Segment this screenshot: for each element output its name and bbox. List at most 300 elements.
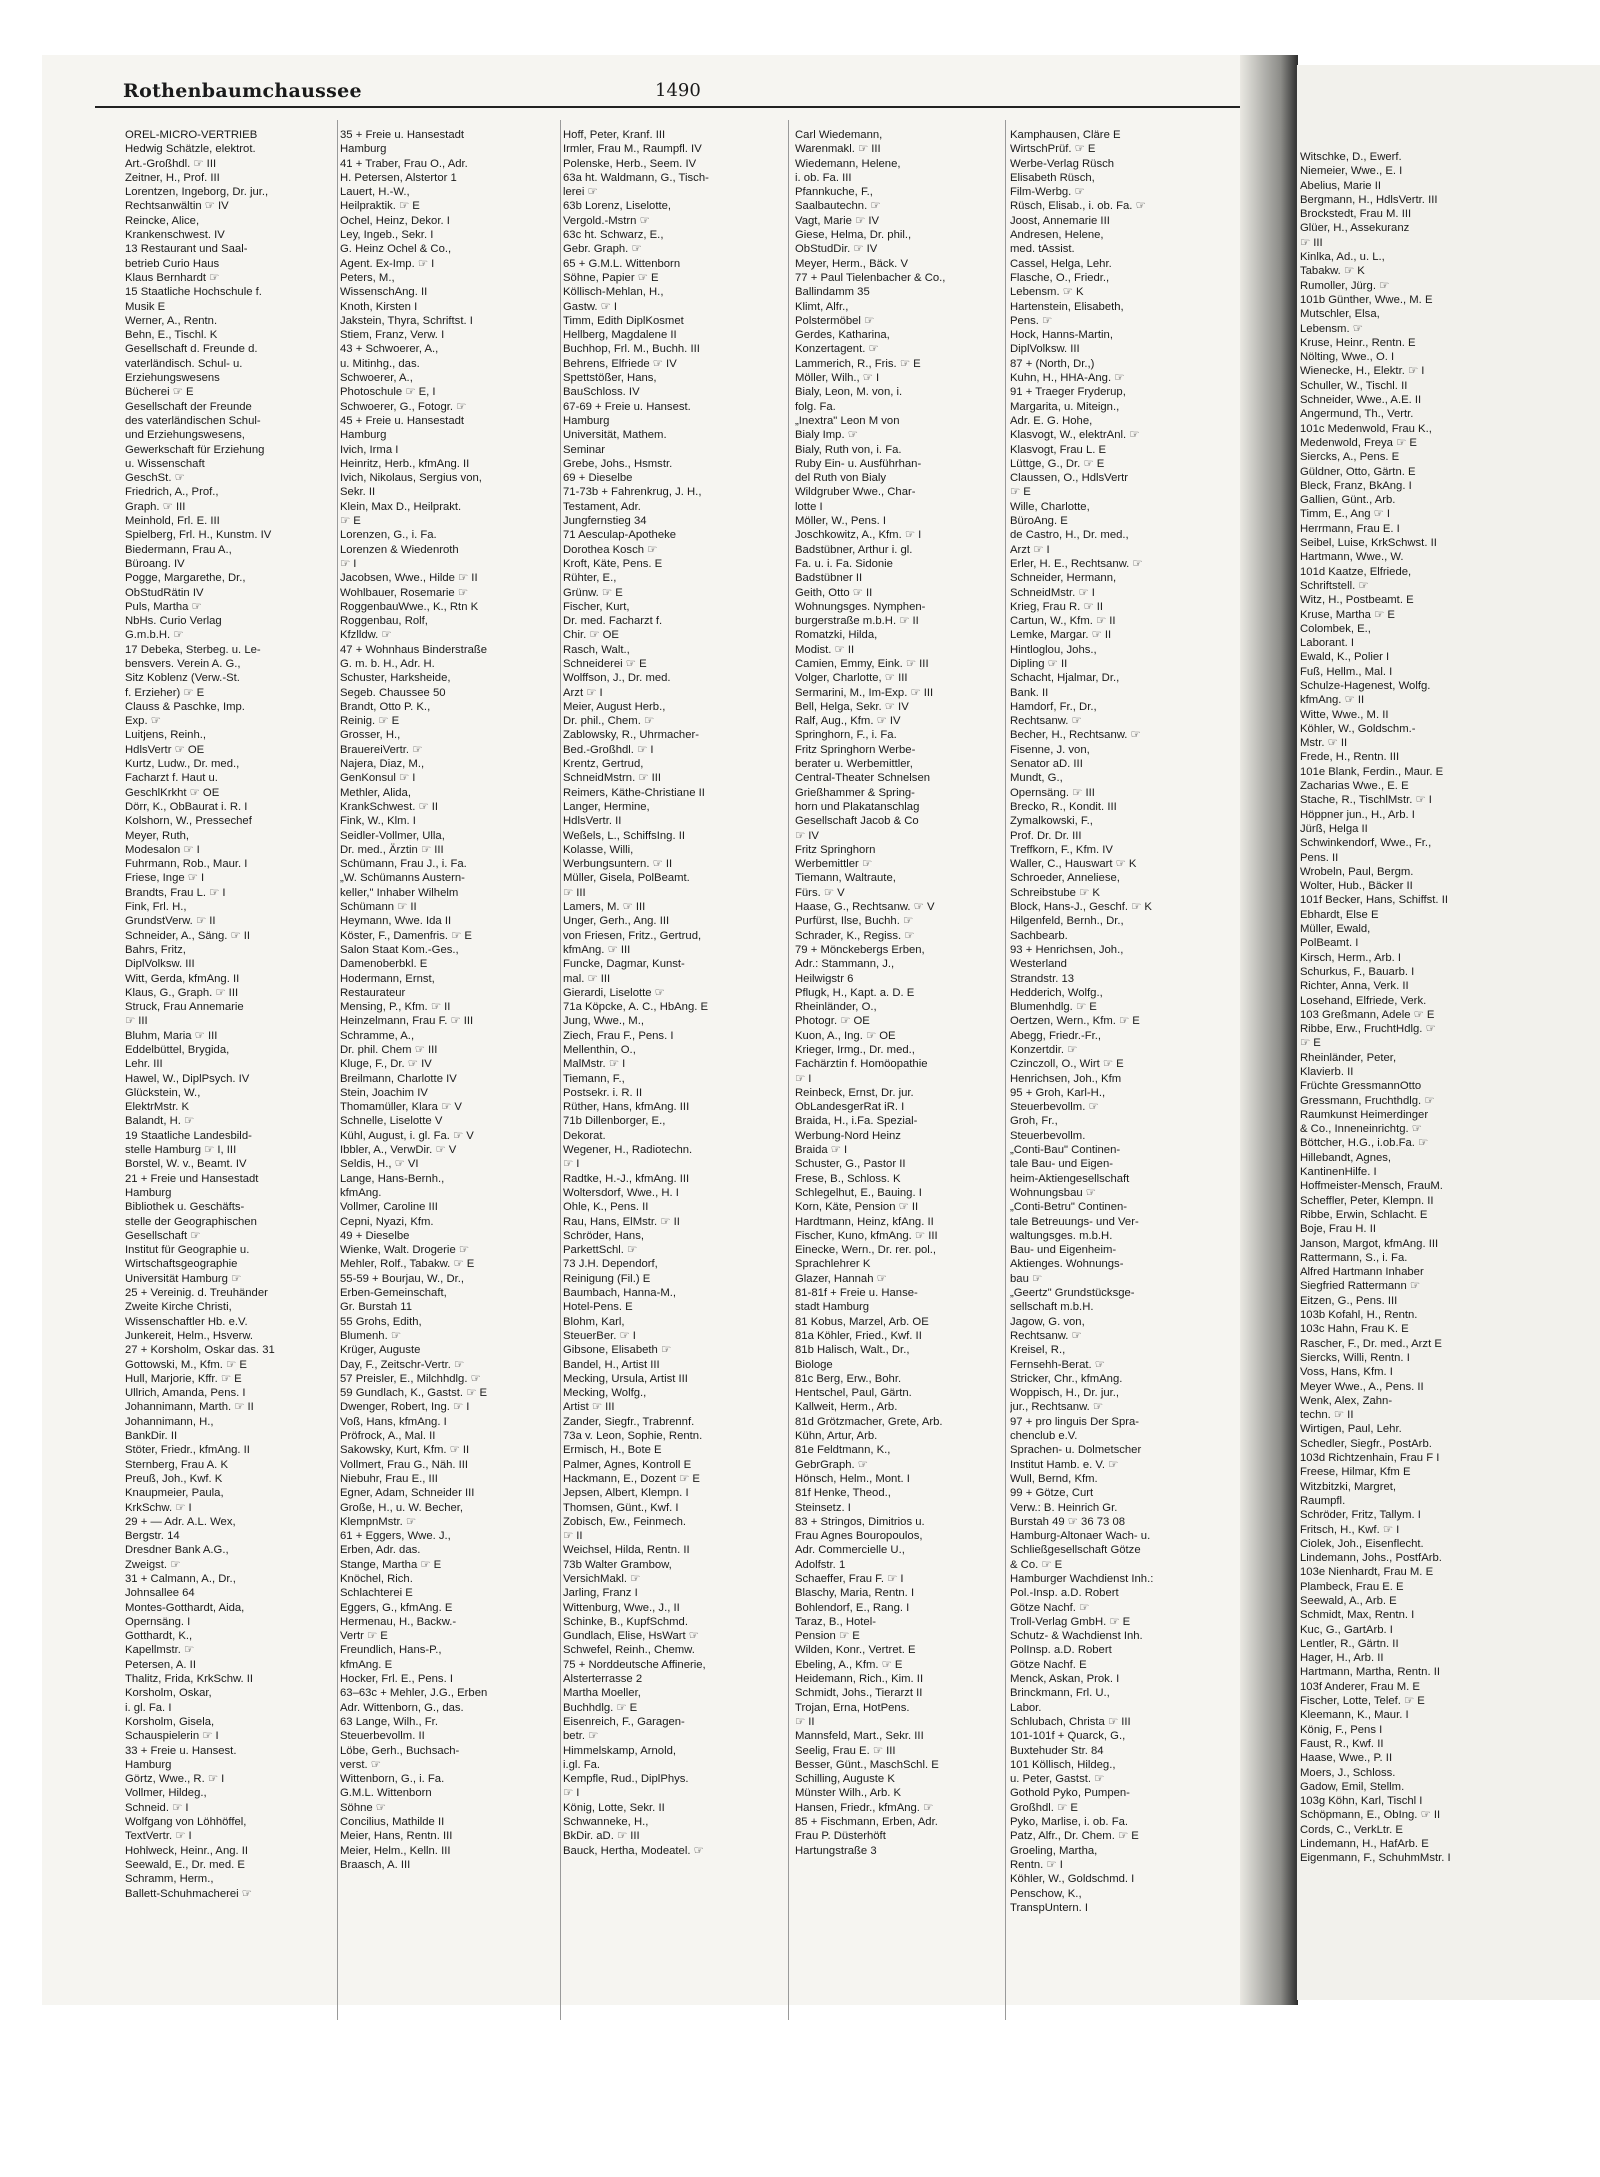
directory-entry-line: Fritz Springhorn [795,843,876,856]
directory-entry-line: Photoschule ☞ E, I [340,386,436,399]
directory-entry-line: Meyer, Herm., Bäck. V [795,257,908,270]
directory-entry-line: Hartenstein, Elisabeth, [1010,300,1124,313]
directory-entry-line: Voss, Hans, Kfm. I [1300,1366,1393,1379]
directory-entry-line: Mensing, P., Kfm. ☞ II [340,1001,451,1014]
directory-entry-line: Zymalkowski, F., [1010,815,1093,828]
directory-entry-line: Kurtz, Ludw., Dr. med., [125,758,240,771]
directory-entry-line: Zander, Siegfr., Trabrennf. [563,1415,695,1428]
directory-entry-line: Schedler, Siegfr., PostArb. [1300,1437,1432,1450]
directory-entry-line: i. gl. Fa. I [125,1701,172,1714]
directory-entry-line: Hackmann, E., Dozent ☞ E [563,1472,700,1485]
directory-entry-line: 77 + Paul Tielenbacher & Co., [795,271,946,284]
directory-entry-line: kfmAng. E [340,1658,393,1671]
directory-entry-line: Petersen, A. II [125,1658,196,1671]
directory-entry-line: Musik E [125,300,166,313]
directory-column-3 [563,128,783,1858]
directory-entry-line: techn. ☞ II [1300,1409,1354,1422]
directory-entry-line: f. Erzieher) ☞ E [125,686,205,699]
directory-entry-line: Salon Staat Kom.-Ges., [340,943,459,956]
directory-entry-line: Fisenne, J. von, [1010,743,1090,756]
directory-entry-line: 81d Grötzmacher, Grete, Arb. [795,1415,943,1428]
directory-entry-line: Werner, A., Rentn. [125,314,218,327]
directory-entry-line: Konzertagent. ☞ [795,343,879,356]
directory-entry-line: u. Mitinhg., das. [340,357,420,370]
directory-entry-line: Puls, Martha ☞ [125,600,202,613]
directory-entry-line: Colombek, E., [1300,622,1371,635]
directory-entry-line: Schnelle, Liselotte V [340,1115,443,1128]
directory-entry-line: Werbe-Verlag Rüsch [1010,157,1115,170]
directory-entry-line: Ivich, Nikolaus, Sergius von, [340,472,482,485]
directory-entry-line: Bialy, Ruth von, i. Fa. [795,443,902,456]
directory-entry-line: waltungsges. m.b.H. [1010,1229,1113,1242]
directory-entry-line: GeschSt. ☞ [125,472,185,485]
directory-entry-line: Knaupmeier, Paula, [125,1487,224,1500]
directory-entry-line: Hodermann, Ernst, [340,972,435,985]
directory-entry-line: Camien, Emmy, Eink. ☞ III [795,657,929,670]
directory-entry-line: Gerdes, Katharina, [795,329,890,342]
directory-entry-line: Rattermann, S., i. Fa. [1300,1251,1408,1264]
directory-entry-line: Köhler, W., Goldschmd. I [1010,1873,1135,1886]
directory-entry-line: Fa. u. i. Fa. Sidonie [795,557,893,570]
directory-entry-line: Badstübner, Arthur i. gl. [795,543,913,556]
directory-entry-line: Burstah 49 ☞ 36 73 08 [1010,1515,1126,1528]
directory-entry-line: TranspUntern. I [1010,1901,1089,1914]
directory-entry-line: Wohlbauer, Rosemarie ☞ [340,586,468,599]
directory-entry-line: SteuerBer. ☞ I [563,1329,636,1342]
directory-entry-line: Arzt ☞ I [563,686,603,699]
directory-entry-line: Bialy, Leon, M. von, i. [795,386,903,399]
directory-entry-line: ObLandesgerRat iR. I [795,1101,905,1114]
directory-entry-line: Adr. E. G. Hohe, [1010,414,1093,427]
directory-entry-line: Fachärztin f. Homöopathie [795,1058,928,1071]
directory-entry-line: Institut für Geographie u. [125,1244,250,1257]
directory-entry-line: Schuster, G., Pastor II [795,1158,906,1171]
directory-entry-line: GenKonsul ☞ I [340,772,416,785]
directory-entry-line: Blohm, Karl, [563,1315,625,1328]
directory-entry-line: GeschlKrkht ☞ OE [125,786,220,799]
directory-entry-line: Einecke, Wern., Dr. rer. pol., [795,1244,937,1257]
directory-entry-line: Grießhammer & Spring- [795,786,915,799]
directory-entry-line: Sprachen- u. Dolmetscher [1010,1444,1142,1457]
directory-entry-line: & Co., Inneneinrichtg. ☞ [1300,1123,1422,1136]
directory-entry-line: burgerstraße m.b.H. ☞ II [795,615,919,628]
directory-entry-line: 19 Staatliche Landesbild- [125,1129,252,1142]
directory-entry-line: Ebeling, A., Kfm. ☞ E [795,1658,903,1671]
directory-entry-line: Kirsch, Herm., Arb. I [1300,951,1402,964]
directory-entry-line: Eddelbüttel, Brygida, [125,1044,230,1056]
directory-entry-line: Joschkowitz, A., Kfm. ☞ I [795,529,922,542]
directory-entry-line: Wienke, Walt. Drogerie ☞ [340,1244,469,1257]
directory-entry-line: Friedrich, A., Prof., [125,486,219,499]
directory-entry-line: Dekorat. [563,1129,606,1142]
directory-entry-line: Biedermann, Frau A., [125,543,232,556]
directory-entry-line: keller," Inhaber Wilhelm [340,886,459,899]
directory-entry-line: Ciolek, Joh., Eisenflecht. [1300,1537,1424,1550]
directory-entry-line: VersichMakl. ☞ [563,1572,641,1585]
directory-entry-line: Schacht, Hjalmar, Dr., [1010,672,1120,685]
directory-entry-line: Graph. ☞ III [125,500,186,513]
directory-entry-line: Kallweit, Herm., Arb. [795,1401,898,1414]
directory-entry-line: Gottowski, M., Kfm. ☞ E [125,1358,247,1371]
directory-entry-line: Glückstein, W., [125,1086,201,1099]
directory-entry-line: Institut Hamb. e. V. ☞ [1010,1458,1119,1471]
directory-entry-line: Bed.-Großhdl. ☞ I [563,743,654,756]
directory-entry-line: Siercks, A., Pens. E [1300,451,1400,464]
directory-entry-line: Hedwig Schätzle, elektrot. [125,143,256,156]
directory-entry-line: berater u. Werbemittler, [795,758,913,771]
directory-entry-line: Wildgruber Wwe., Char- [795,486,916,499]
directory-entry-line: Kroft, Käte, Pens. E [563,557,663,570]
directory-column-1 [125,128,335,1901]
directory-entry-line: Bleck, Franz, BkAng. I [1300,479,1412,492]
directory-entry-line: Lemke, Margar. ☞ II [1010,629,1112,642]
directory-entry-line: Pension ☞ E [795,1630,860,1643]
directory-entry-line: Ley, Ingeb., Sekr. I [340,229,434,242]
directory-entry-line: Lamers, M. ☞ III [563,901,646,914]
directory-entry-line: ☞ I [795,1072,812,1085]
directory-entry-line: Haase, G., Rechtsanw. ☞ V [795,901,935,914]
directory-entry-line: Knöchel, Rich. [340,1572,413,1585]
directory-entry-line: Lehr. III [125,1058,163,1071]
directory-entry-line: Behrens, Elfriede ☞ IV [563,357,677,370]
directory-entry-line: Lebensm. ☞ [1300,322,1363,335]
directory-entry-line: Grosser, H., [340,729,401,742]
directory-entry-line: Pogge, Margarethe, Dr., [125,572,246,585]
directory-entry-line: ☞ III [1300,236,1323,249]
directory-entry-line: Löbe, Gerh., Buchsach- [340,1744,460,1757]
directory-entry-line: Gr. Burstah 11 [340,1301,413,1314]
directory-entry-line: Schramme, A., [340,1029,415,1042]
directory-entry-line: Bohlendorf, E., Rang. I [795,1601,910,1614]
directory-entry-line: 63b Lorenz, Liselotte, [563,200,672,213]
directory-entry-line: Müller, Ewald, [1300,923,1371,936]
directory-entry-line: Reimers, Käthe-Christiane II [563,786,705,799]
directory-entry-line: ☞ I [563,1158,580,1171]
directory-entry-line: 99 + Götze, Curt [1010,1487,1094,1500]
directory-entry-line: heim-Aktiengesellschaft [1010,1172,1130,1185]
directory-entry-line: Brandt, Otto P. K., [340,700,431,713]
directory-entry-line: Sternberg, Frau A. K [125,1458,228,1471]
directory-entry-line: Menck, Askan, Prok. I [1010,1673,1120,1686]
directory-entry-line: DiplVolksw. III [125,958,195,971]
directory-entry-line: Concilius, Mathilde II [340,1816,445,1829]
directory-entry-line: Wolfgang von Löhhöffel, [125,1816,247,1829]
directory-entry-line: G. m. b. H., Adr. H. [340,657,435,670]
directory-entry-line: Pol.-Insp. a.D. Robert [1010,1587,1119,1600]
directory-entry-line: 103c Hahn, Frau K. E [1300,1323,1409,1336]
directory-entry-line: 65 + G.M.L. Wittenborn [563,257,681,270]
directory-entry-line: Aktienges. Wohnungs- [1010,1258,1124,1271]
directory-entry-line: Methler, Alida, [340,786,411,799]
directory-entry-line: 75 + Norddeutsche Affinerie, [563,1658,706,1671]
directory-entry-line: 71 Aesculap-Apotheke [563,529,677,542]
column-divider [788,120,789,2020]
directory-entry-line: Schneider, Wwe., A.E. II [1300,394,1422,407]
directory-entry-line: Hentschel, Paul, Gärtn. [795,1387,912,1400]
directory-entry-line: Witz, H., Postbeamt. E [1300,594,1414,607]
directory-entry-line: Rechtsanw. ☞ [1010,715,1082,728]
directory-entry-line: Testament, Adr. [563,500,641,513]
directory-entry-line: Kamphausen, Cläre E [1010,129,1121,141]
directory-entry-line: lotte I [795,500,823,513]
directory-entry-line: Hamdorf, Fr., Dr., [1010,700,1097,713]
directory-entry-line: Zeitner, H., Prof. III [125,171,220,184]
directory-entry-line: Schmidt, Max, Rentn. I [1300,1609,1415,1622]
directory-entry-line: Braida ☞ I [795,1144,848,1157]
directory-entry-line: Bücherei ☞ E [125,386,194,399]
directory-entry-line: Rühter, E., [563,572,617,585]
directory-entry-line: ParkettSchl. ☞ [563,1244,638,1257]
directory-entry-line: Stache, R., TischlMstr. ☞ I [1300,794,1432,807]
directory-entry-line: Schröder, Hans, [563,1229,645,1242]
directory-entry-line: Pflugk, H., Kapt. a. D. E [795,986,915,999]
directory-entry-line: Montes-Gotthardt, Aida, [125,1601,245,1614]
directory-entry-line: Schließgesellschaft Götze [1010,1544,1141,1557]
directory-entry-line: Vollmert, Frau G., Näh. III [340,1458,469,1471]
directory-entry-line: Scheffler, Peter, Klempn. II [1300,1194,1434,1207]
directory-entry-line: Timm, Edith DiplKosmet [563,314,684,327]
directory-entry-line: Andresen, Helene, [1010,229,1104,242]
directory-entry-line: Schöpmann, E., ObIng. ☞ II [1300,1809,1441,1822]
directory-entry-line: Jakstein, Thyra, Schriftst. I [340,314,473,327]
directory-entry-line: Heidemann, Rich., Kim. II [795,1673,924,1686]
directory-entry-line: Irmler, Frau M., Raumpfl. IV [563,143,702,156]
directory-entry-line: Dresdner Bank A.G., [125,1544,229,1557]
directory-entry-line: folg. Fa. [795,400,836,413]
directory-entry-line: Chir. ☞ OE [563,629,619,642]
directory-entry-line: Biologe [795,1358,833,1371]
directory-column-2 [340,128,560,1872]
directory-entry-line: Giese, Helma, Dr. phil., [795,229,912,242]
directory-entry-line: 103e Nienhardt, Frau M. E [1300,1566,1434,1579]
directory-entry-line: 55 Grohs, Edith, [340,1315,422,1328]
directory-entry-line: 103g Köhn, Karl, Tischl I [1300,1795,1423,1808]
directory-entry-line: KrankSchwest. ☞ II [340,800,439,813]
directory-entry-line: Kluge, F., Dr. ☞ IV [340,1058,432,1071]
directory-entry-line: 47 + Wohnhaus Binderstraße [340,643,488,656]
directory-entry-line: 103 Greßmann, Adele ☞ E [1300,1008,1435,1021]
directory-entry-line: Struck, Frau Annemarie [125,1001,244,1014]
directory-entry-line: Jungfernstieg 34 [563,515,647,528]
directory-entry-line: 101 Köllisch, Hildeg., [1010,1758,1116,1771]
directory-entry-line: Siegfried Rattermann ☞ [1300,1280,1421,1293]
directory-entry-line: Schutz- & Wachdienst Inh. [1010,1630,1143,1643]
directory-entry-line: Zacharias Wwe., E. E [1300,780,1409,793]
directory-entry-line: Radtke, H.-J., kfmAng. III [563,1172,690,1185]
directory-entry-line: kfmAng. [340,1186,382,1199]
directory-entry-line: 73b Walter Grambow, [563,1558,672,1571]
directory-entry-line: Ewald, K., Polier I [1300,651,1390,664]
directory-entry-line: Bluhm, Maria ☞ III [125,1029,218,1042]
directory-entry-line: 35 + Freie u. Hansestadt [340,129,465,141]
directory-entry-line: Steinsetz. I [795,1501,851,1514]
directory-entry-line: Hansen, Friedr., kfmAng. ☞ [795,1801,934,1814]
directory-entry-line: Mutschler, Elsa, [1300,308,1380,321]
header-rule [95,106,1240,108]
directory-entry-line: Korn, Käte, Pension ☞ II [795,1201,919,1214]
directory-entry-line: 63 Lange, Wilh., Fr. [340,1715,438,1728]
directory-entry-line: 83 + Stringos, Dimitrios u. [795,1515,925,1528]
directory-entry-line: Grebe, Johs., Hsmstr. [563,457,673,470]
directory-entry-line: Höppner jun., H., Arb. I [1300,808,1415,821]
directory-entry-line: Schlachterei E [340,1587,413,1600]
directory-entry-line: Hardtmann, Heinz, kfAng. II [795,1215,934,1228]
directory-entry-line: Vergold.-Mstrn ☞ [563,214,650,227]
directory-entry-line: Schaeffer, Frau F. ☞ I [795,1572,904,1585]
directory-entry-line: Peters, M., [340,271,395,284]
directory-entry-line: Dr. phil. Chem ☞ III [340,1044,438,1056]
directory-entry-line: Dr. med., Ärztin ☞ III [340,843,444,856]
directory-entry-line: Roggenbau, Rolf, [340,615,428,628]
directory-entry-line: PolBeamt. I [1300,937,1359,950]
directory-entry-line: Frede, H., Rentn. III [1300,751,1400,764]
directory-entry-line: Fink, W., Klm. I [340,815,416,828]
directory-entry-line: Stein, Joachim IV [340,1086,428,1099]
directory-entry-line: Gastw. ☞ I [563,300,618,313]
directory-entry-line: Raumkunst Heimerdinger [1300,1108,1429,1121]
directory-entry-line: stelle Hamburg ☞ I, III [125,1144,237,1157]
directory-entry-line: Breilmann, Charlotte IV [340,1072,457,1085]
directory-entry-line: Steuerbevollm. II [340,1730,425,1743]
directory-entry-line: Damenoberbkl. E [340,958,428,971]
book-gutter [1240,55,1298,2005]
directory-entry-line: Mundt, G., [1010,772,1063,785]
directory-entry-line: König, F., Pens I [1300,1723,1383,1736]
directory-entry-line: Losehand, Elfriede, Verk. [1300,994,1427,1007]
directory-entry-line: Rheinländer, Peter, [1300,1051,1397,1064]
directory-entry-line: Werbemittler ☞ [795,858,873,871]
directory-entry-line: Egner, Adam, Schneider III [340,1487,475,1500]
directory-entry-line: Hillebandt, Agnes, [1300,1151,1392,1164]
directory-entry-line: Meier, Helm., Kelln. III [340,1844,451,1857]
directory-entry-line: 33 + Freie u. Hansest. [125,1744,237,1757]
directory-entry-line: Badstübner II [795,572,863,585]
directory-entry-line: Nölting, Wwe., O. I [1300,351,1395,364]
directory-entry-line: 101-101f + Quarck, G., [1010,1730,1126,1743]
directory-entry-line: Reinigung (Fil.) E [563,1272,651,1285]
directory-entry-line: Purfürst, Ilse, Buchh. ☞ [795,915,914,928]
directory-entry-line: Stiem, Franz, Verw. I [340,329,445,342]
directory-entry-line: Sekr. II [340,486,376,499]
directory-entry-line: Söhne, Papier ☞ E [563,271,659,284]
directory-entry-line: Ribbe, Erw., FruchtHdlg. ☞ [1300,1023,1436,1036]
directory-entry-line: Güldner, Otto, Gärtn. E [1300,465,1416,478]
directory-entry-line: Schramm, Herm., [125,1873,214,1886]
directory-entry-line: Timm, E., Ang ☞ I [1300,508,1391,521]
directory-entry-line: Frau P. Düsterhöft [795,1830,886,1843]
directory-entry-line: Hartmann, Martha, Rentn. II [1300,1666,1441,1679]
directory-entry-line: Blumenh. ☞ [340,1329,401,1342]
directory-entry-line: Seewald, E., Dr. med. E [125,1858,245,1871]
directory-entry-line: Wissenschaftler Hb. e.V. [125,1315,248,1328]
directory-entry-line: Groeling, Martha, [1010,1844,1098,1857]
directory-entry-line: Modesalon ☞ I [125,843,200,856]
directory-entry-line: Sakowsky, Kurt, Kfm. ☞ II [340,1444,470,1457]
directory-entry-line: Elisabeth Rüsch, [1010,171,1095,184]
directory-entry-line: Köllisch-Mehlan, H., [563,286,664,299]
directory-entry-line: Kolshorn, W., Pressechef [125,815,252,828]
directory-entry-line: SchneidMstr. ☞ I [1010,586,1095,599]
directory-entry-line: Tiemann, Waltraute, [795,872,896,885]
directory-entry-line: Stange, Martha ☞ E [340,1558,442,1571]
directory-entry-line: Schurkus, F., Bauarb. I [1300,965,1415,978]
directory-entry-line: Hamburg [125,1186,172,1199]
directory-entry-line: Glazer, Hannah ☞ [795,1272,887,1285]
directory-entry-line: Schilling, Auguste K [795,1773,895,1786]
directory-entry-line: Schwanneke, H., [563,1816,649,1829]
directory-entry-line: Film-Werbg. ☞ [1010,186,1085,199]
directory-entry-line: Dörr, K., ObBaurat i. R. I [125,800,248,813]
directory-entry-line: Hamburger Wachdienst Inh.: [1010,1572,1154,1585]
directory-entry-line: Alsterterrasse 2 [563,1673,643,1686]
directory-entry-line: 103d Richtzenhain, Frau F I [1300,1452,1440,1465]
directory-entry-line: HdlsVertr ☞ OE [125,743,205,756]
directory-entry-line: del Ruth von Bialy [795,472,887,485]
directory-entry-line: Friese, Inge ☞ I [125,872,205,885]
directory-entry-line: Springhorn, F., i. Fa. [795,729,897,742]
directory-entry-line: ☞ I [340,557,357,570]
directory-entry-line: Seminar [563,443,606,456]
directory-entry-line: Hocker, Frl. E., Pens. I [340,1673,454,1686]
directory-entry-line: Martha Moeller, [563,1687,641,1700]
directory-entry-line: Penschow, K., [1010,1887,1082,1900]
directory-entry-line: Henrichsen, Joh., Kfm [1010,1072,1122,1085]
directory-entry-line: 101c Medenwold, Frau K., [1300,422,1432,435]
directory-entry-line: Restaurateur [340,986,406,999]
directory-entry-line: WissenschAng. II [340,286,428,299]
directory-entry-line: 31 + Calmann, A., Dr., [125,1572,236,1585]
directory-entry-line: Rüsch, Elisab., i. ob. Fa. ☞ [1010,200,1146,213]
directory-entry-line: Segeb. Chaussee 50 [340,686,446,699]
directory-entry-line: Fischer, Kuno, kfmAng. ☞ III [795,1229,938,1242]
directory-entry-line: Eggers, G., kfmAng. E [340,1601,453,1614]
directory-entry-line: Hamburg [125,1758,172,1771]
directory-entry-line: Wille, Charlotte, [1010,500,1090,513]
directory-entry-line: Ralf, Aug., Kfm. ☞ IV [795,715,901,728]
directory-entry-line: Wiedemann, Helene, [795,157,901,170]
directory-entry-line: Hager, H., Arb. II [1300,1652,1384,1665]
directory-entry-line: Gesellschaft d. Freunde d. [125,343,258,356]
directory-entry-line: Hock, Hanns-Martin, [1010,329,1113,342]
directory-entry-line: Seldis, H., ☞ VI [340,1158,419,1171]
directory-entry-line: Rau, Hans, ElMstr. ☞ II [563,1215,680,1228]
directory-entry-line: Jacobsen, Wwe., Hilde ☞ II [340,572,478,585]
directory-entry-line: Bergmann, H., HdlsVertr. III [1300,193,1438,206]
directory-entry-line: Gothold Pyko, Pumpen- [1010,1787,1130,1800]
directory-entry-line: H. Petersen, Alstertor 1 [340,171,457,184]
directory-entry-line: Kinlka, Ad., u. L., [1300,251,1385,264]
directory-entry-line: Frau Agnes Bouropoulos, [795,1530,923,1543]
directory-entry-line: Mehler, Rolf., Tabakw. ☞ E [340,1258,475,1271]
directory-entry-line: Wolffson, J., Dr. med. [563,672,671,685]
directory-entry-line: 81 Kobus, Marzel, Arb. OE [795,1315,929,1328]
directory-entry-line: 63c ht. Schwarz, E., [563,229,664,242]
directory-entry-line: Volger, Charlotte, ☞ III [795,672,908,685]
directory-entry-line: Trojan, Erna, HotPens. [795,1701,910,1714]
directory-entry-line: Pröfrock, A., Mal. II [340,1430,436,1443]
directory-entry-line: 71b Dillenborger, E., [563,1115,666,1128]
directory-entry-line: Dipling ☞ II [1010,657,1068,670]
directory-entry-line: mal. ☞ III [563,972,611,985]
directory-entry-line: Siercks, Willi, Rentn. I [1300,1351,1410,1364]
directory-entry-line: Hamburg [563,414,610,427]
directory-entry-line: Cepni, Nyazi, Kfm. [340,1215,434,1228]
directory-entry-line: Hoffmeister-Mensch, FrauM. [1300,1180,1443,1193]
directory-entry-line: Niebuhr, Frau E., III [340,1472,438,1485]
directory-entry-line: 57 Preisler, E., Milchhdlg. ☞ [340,1372,481,1385]
directory-entry-line: bau ☞ [1010,1272,1043,1285]
directory-entry-line: Heilwigstr 6 [795,972,854,985]
